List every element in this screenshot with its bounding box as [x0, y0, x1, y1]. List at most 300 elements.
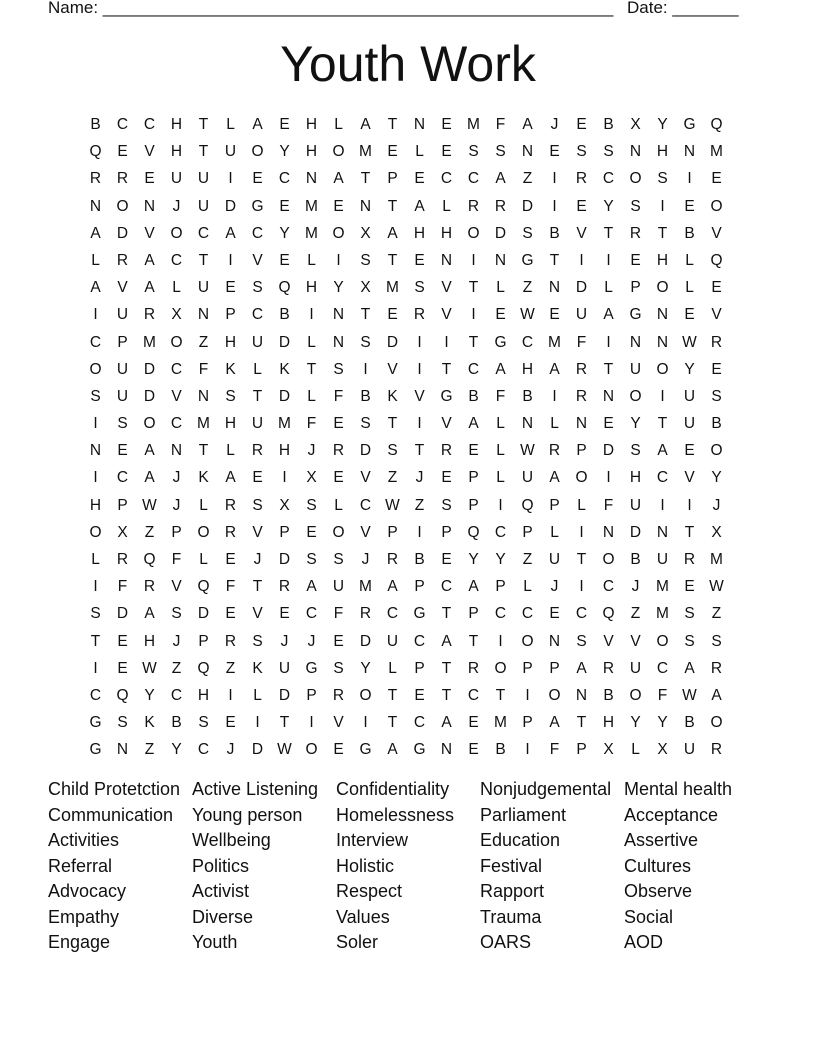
grid-letter: L	[307, 387, 316, 405]
grid-row	[82, 193, 730, 220]
word-list-column	[336, 777, 480, 956]
grid-letter: G	[629, 306, 642, 324]
grid-row	[82, 301, 730, 328]
grid-letter: T	[360, 170, 371, 188]
grid-letter: I	[228, 170, 233, 188]
grid-letter: X	[603, 741, 614, 759]
grid-letter: R	[116, 170, 129, 188]
grid-letter: O	[494, 659, 507, 677]
word-list-item: AOD	[624, 932, 664, 952]
grid-letter: U	[683, 387, 696, 405]
grid-letter: B	[603, 116, 614, 133]
grid-letter: R	[143, 306, 156, 324]
grid-letter: A	[387, 741, 398, 759]
grid-letter: T	[441, 360, 452, 378]
grid-letter: T	[495, 686, 506, 704]
grid-letter: H	[305, 143, 318, 161]
grid-letter: V	[441, 306, 452, 324]
grid-letter: M	[656, 605, 669, 623]
grid-letter: F	[198, 360, 209, 378]
grid-letter: E	[279, 605, 290, 623]
grid-letter: O	[305, 741, 318, 759]
grid-letter: B	[414, 551, 425, 568]
grid-letter: N	[197, 387, 210, 405]
grid-letter: A	[144, 279, 155, 297]
grid-letter: M	[710, 143, 723, 161]
grid-letter: B	[549, 224, 560, 242]
grid-letter: O	[710, 197, 723, 215]
grid-letter: S	[657, 170, 668, 188]
grid-letter: E	[549, 143, 560, 161]
grid-letter: A	[576, 659, 587, 677]
grid-row	[82, 492, 730, 519]
grid-letter: A	[468, 578, 479, 596]
grid-letter: P	[387, 523, 398, 541]
grid-letter: P	[171, 523, 182, 541]
grid-letter: W	[142, 496, 157, 514]
word-list-item: Trauma	[480, 906, 542, 927]
grid-row	[82, 736, 730, 763]
grid-letter: I	[660, 387, 665, 405]
grid-letter: X	[630, 116, 641, 133]
grid-letter: A	[90, 279, 101, 297]
grid-letter: T	[279, 714, 290, 732]
page-title: Youth Work	[280, 36, 536, 92]
word-list-item: Communication	[48, 804, 174, 825]
word-list-column	[480, 777, 624, 956]
word-list-item: Homelessness	[336, 804, 455, 825]
grid-letter: Z	[171, 659, 182, 677]
grid-letter: V	[603, 632, 614, 650]
word-list-item: Education	[480, 830, 561, 850]
grid-letter: V	[441, 279, 452, 297]
grid-letter: R	[224, 632, 237, 650]
grid-letter: S	[468, 143, 479, 161]
grid-letter: V	[252, 251, 263, 269]
grid-letter: N	[548, 279, 561, 297]
grid-letter: Y	[711, 469, 722, 487]
grid-letter: A	[711, 686, 722, 704]
grid-letter: M	[278, 415, 291, 433]
grid-letter: S	[306, 496, 317, 514]
grid-letter: H	[224, 333, 237, 351]
grid-letter: I	[417, 523, 422, 541]
grid-letter: M	[305, 197, 318, 215]
grid-letter: W	[709, 578, 724, 596]
grid-letter: S	[360, 333, 371, 351]
grid-letter: O	[143, 415, 156, 433]
grid-letter: I	[606, 333, 611, 351]
grid-letter: J	[307, 632, 316, 650]
grid-letter: W	[682, 686, 697, 704]
grid-letter: I	[309, 714, 314, 732]
grid-letter: H	[305, 279, 318, 297]
grid-letter: I	[309, 306, 314, 324]
grid-letter: O	[602, 551, 615, 568]
grid-letter: K	[225, 360, 236, 378]
grid-letter: A	[252, 116, 263, 133]
grid-row	[82, 709, 730, 736]
grid-row	[82, 546, 730, 573]
grid-letter: D	[143, 387, 156, 405]
grid-letter: A	[225, 224, 236, 242]
grid-letter: R	[629, 224, 642, 242]
grid-letter: G	[683, 116, 696, 133]
grid-letter: A	[387, 578, 398, 596]
grid-letter: D	[602, 442, 615, 460]
grid-letter: E	[414, 686, 425, 704]
grid-letter: I	[552, 387, 557, 405]
word-list-item: Rapport	[480, 881, 545, 901]
grid-letter: A	[549, 360, 560, 378]
grid-letter: V	[144, 224, 155, 242]
grid-letter: P	[468, 605, 479, 623]
grid-letter: N	[143, 197, 156, 215]
grid-letter: L	[199, 551, 208, 568]
grid-letter: M	[467, 116, 480, 133]
grid-letter: P	[414, 578, 425, 596]
grid-letter: T	[441, 659, 452, 677]
grid-letter: A	[603, 306, 614, 324]
grid-letter: E	[549, 605, 560, 623]
grid-letter: A	[441, 714, 452, 732]
grid-letter: E	[144, 170, 155, 188]
grid-letter: P	[279, 523, 290, 541]
grid-letter: I	[93, 578, 98, 596]
grid-letter: H	[170, 116, 183, 133]
grid-letter: Y	[603, 197, 614, 215]
grid-letter: R	[548, 442, 561, 460]
grid-letter: E	[441, 469, 452, 487]
grid-letter: C	[467, 686, 480, 704]
grid-letter: P	[522, 659, 533, 677]
grid-letter: D	[116, 605, 129, 623]
grid-letter: L	[172, 279, 181, 297]
grid-letter: E	[279, 116, 290, 133]
grid-letter: X	[279, 496, 290, 514]
grid-letter: Z	[414, 496, 425, 514]
grid-letter: U	[629, 659, 642, 677]
grid-letter: Y	[360, 659, 371, 677]
grid-letter: T	[90, 632, 101, 650]
grid-letter: O	[575, 469, 588, 487]
grid-letter: O	[548, 686, 561, 704]
grid-letter: J	[226, 741, 235, 759]
grid-letter: N	[629, 333, 642, 351]
grid-letter: U	[116, 306, 129, 324]
grid-letter: R	[224, 496, 237, 514]
grid-letter: L	[253, 360, 262, 378]
grid-letter: C	[170, 360, 183, 378]
grid-letter: J	[172, 197, 181, 215]
grid-letter: Z	[711, 605, 722, 623]
grid-letter: N	[332, 333, 345, 351]
grid-letter: J	[550, 578, 559, 596]
grid-letter: I	[552, 197, 557, 215]
word-list-item: Interview	[336, 830, 409, 850]
grid-letter: C	[521, 333, 534, 351]
grid-letter: N	[656, 523, 669, 541]
grid-letter: I	[471, 251, 476, 269]
grid-letter: R	[440, 442, 453, 460]
grid-letter: P	[576, 741, 587, 759]
grid-letter: Q	[710, 116, 723, 133]
grid-letter: Q	[521, 496, 534, 514]
grid-letter: V	[684, 469, 695, 487]
grid-letter: E	[225, 605, 236, 623]
grid-letter: D	[143, 360, 156, 378]
grid-letter: S	[711, 387, 722, 405]
grid-letter: T	[657, 224, 668, 242]
grid-letter: V	[360, 469, 371, 487]
grid-letter: A	[549, 469, 560, 487]
grid-letter: B	[468, 387, 479, 405]
grid-letter: N	[170, 442, 183, 460]
word-list-item: Respect	[336, 881, 403, 901]
grid-letter: H	[656, 251, 669, 269]
grid-letter: O	[629, 170, 642, 188]
grid-letter: B	[711, 415, 722, 433]
grid-letter: D	[278, 686, 291, 704]
grid-letter: I	[552, 170, 557, 188]
grid-letter: L	[253, 686, 262, 704]
grid-letter: Z	[522, 551, 533, 568]
grid-letter: O	[116, 197, 129, 215]
word-list-item: Nonjudgemental	[480, 779, 612, 799]
grid-letter: Z	[387, 469, 398, 487]
grid-letter: L	[307, 333, 316, 351]
grid-letter: S	[333, 360, 344, 378]
grid-letter: E	[684, 578, 695, 596]
grid-letter: C	[143, 116, 156, 133]
grid-letter: H	[629, 469, 642, 487]
grid-letter: L	[307, 251, 316, 269]
grid-letter: D	[386, 333, 399, 351]
grid-letter: P	[549, 496, 560, 514]
grid-letter: S	[711, 632, 722, 650]
grid-letter: I	[93, 659, 98, 677]
grid-letter: I	[579, 251, 584, 269]
word-list-item: Social	[624, 906, 674, 927]
grid-letter: E	[603, 415, 614, 433]
grid-letter: C	[656, 469, 669, 487]
grid-letter: H	[305, 116, 318, 133]
grid-letter: A	[90, 224, 101, 242]
grid-letter: C	[467, 170, 480, 188]
grid-letter: D	[494, 224, 507, 242]
word-list-item: Assertive	[624, 830, 699, 850]
grid-letter: X	[306, 469, 317, 487]
grid-letter: I	[606, 251, 611, 269]
grid-letter: P	[576, 442, 587, 460]
grid-letter: C	[440, 170, 453, 188]
grid-letter: R	[89, 170, 102, 188]
grid-letter: E	[279, 251, 290, 269]
grid-letter: A	[549, 714, 560, 732]
grid-letter: N	[116, 741, 129, 759]
grid-row	[82, 329, 730, 356]
grid-letter: H	[143, 632, 156, 650]
grid-letter: C	[602, 170, 615, 188]
grid-row	[82, 655, 730, 682]
grid-letter: C	[197, 224, 210, 242]
grid-letter: O	[467, 224, 480, 242]
grid-letter: G	[89, 714, 102, 732]
grid-letter: U	[629, 360, 642, 378]
word-list-item: Wellbeing	[192, 830, 271, 850]
grid-letter: L	[334, 116, 343, 133]
grid-letter: U	[332, 578, 345, 596]
grid-letter: I	[417, 333, 422, 351]
grid-letter: L	[496, 469, 505, 487]
grid-letter: S	[387, 442, 398, 460]
word-list-column	[192, 777, 336, 956]
grid-letter: P	[549, 659, 560, 677]
grid-letter: E	[684, 442, 695, 460]
grid-letter: P	[468, 496, 479, 514]
grid-letter: P	[468, 469, 479, 487]
grid-letter: V	[171, 387, 182, 405]
grid-letter: H	[521, 360, 534, 378]
grid-letter: S	[360, 415, 371, 433]
grid-letter: V	[576, 224, 587, 242]
grid-letter: A	[657, 442, 668, 460]
grid-letter: E	[711, 170, 722, 188]
grid-row	[82, 628, 730, 655]
grid-letter: U	[656, 551, 669, 568]
grid-letter: E	[333, 415, 344, 433]
grid-letter: E	[684, 306, 695, 324]
grid-letter: A	[495, 170, 506, 188]
grid-letter: I	[471, 306, 476, 324]
grid-letter: Y	[468, 551, 479, 568]
grid-letter: R	[683, 551, 696, 568]
grid-letter: J	[712, 496, 721, 514]
grid-letter: E	[684, 197, 695, 215]
grid-letter: K	[279, 360, 290, 378]
word-list-item: Acceptance	[624, 804, 719, 825]
grid-letter: F	[171, 551, 182, 568]
grid-letter: V	[711, 224, 722, 242]
grid-letter: I	[93, 415, 98, 433]
grid-letter: O	[629, 686, 642, 704]
grid-letter: T	[603, 224, 614, 242]
grid-letter: V	[117, 279, 128, 297]
grid-letter: B	[495, 741, 506, 759]
grid-letter: J	[361, 551, 370, 568]
grid-row	[82, 383, 730, 410]
grid-letter: L	[496, 442, 505, 460]
grid-letter: D	[575, 279, 588, 297]
grid-letter: P	[306, 686, 317, 704]
grid-letter: H	[656, 143, 669, 161]
grid-letter: E	[306, 523, 317, 541]
grid-letter: W	[142, 659, 157, 677]
word-list-item: Young person	[192, 804, 303, 825]
grid-letter: N	[89, 197, 102, 215]
grid-letter: T	[360, 306, 371, 324]
grid-letter: O	[521, 632, 534, 650]
grid-letter: F	[117, 578, 128, 596]
grid-letter: A	[144, 605, 155, 623]
grid-letter: I	[363, 714, 368, 732]
grid-letter: W	[385, 496, 400, 514]
grid-letter: U	[116, 387, 129, 405]
grid-letter: U	[170, 170, 183, 188]
grid-row	[82, 138, 730, 165]
grid-letter: X	[360, 224, 371, 242]
grid-letter: B	[522, 387, 533, 405]
grid-letter: D	[116, 224, 129, 242]
grid-letter: N	[332, 306, 345, 324]
grid-letter: N	[359, 197, 372, 215]
grid-letter: Y	[495, 551, 506, 568]
grid-row	[82, 573, 730, 600]
word-list-item: Parliament	[480, 804, 567, 825]
word-list-item: Observe	[624, 881, 693, 901]
grid-letter: T	[414, 442, 425, 460]
grid-letter: T	[387, 197, 398, 215]
grid-letter: D	[359, 632, 372, 650]
grid-letter: U	[116, 360, 129, 378]
grid-letter: G	[413, 605, 426, 623]
grid-letter: A	[684, 659, 695, 677]
grid-letter: U	[386, 632, 399, 650]
grid-letter: E	[333, 197, 344, 215]
grid-letter: W	[520, 306, 535, 324]
grid-letter: O	[89, 360, 102, 378]
grid-letter: C	[467, 360, 480, 378]
grid-letter: Q	[602, 605, 615, 623]
grid-letter: S	[576, 143, 587, 161]
grid-letter: Q	[89, 143, 102, 161]
grid-letter: R	[413, 306, 426, 324]
grid-letter: H	[197, 686, 210, 704]
grid-letter: U	[629, 496, 642, 514]
grid-letter: S	[441, 496, 452, 514]
grid-letter: T	[441, 686, 452, 704]
grid-letter: A	[387, 224, 398, 242]
word-list-item: Diverse	[192, 906, 254, 927]
grid-letter: P	[630, 279, 641, 297]
grid-letter: Y	[657, 714, 668, 732]
grid-letter: D	[278, 387, 291, 405]
grid-letter: M	[710, 551, 723, 568]
grid-letter: C	[575, 605, 588, 623]
grid-letter: I	[687, 496, 692, 514]
grid-letter: O	[656, 632, 669, 650]
grid-letter: Q	[278, 279, 291, 297]
grid-letter: V	[333, 714, 344, 732]
grid-letter: T	[198, 116, 209, 133]
grid-letter: M	[359, 578, 372, 596]
grid-letter: W	[277, 741, 292, 759]
grid-letter: N	[413, 116, 426, 133]
grid-letter: K	[387, 387, 398, 405]
grid-letter: N	[521, 415, 534, 433]
grid-letter: P	[387, 170, 398, 188]
grid-letter: S	[117, 415, 128, 433]
grid-letter: G	[440, 387, 453, 405]
grid-letter: J	[415, 469, 424, 487]
grid-letter: O	[197, 523, 210, 541]
grid-letter: U	[224, 143, 237, 161]
grid-letter: E	[414, 170, 425, 188]
grid-letter: X	[711, 523, 722, 541]
grid-letter: N	[575, 415, 588, 433]
grid-letter: B	[684, 224, 695, 242]
grid-letter: H	[278, 442, 291, 460]
